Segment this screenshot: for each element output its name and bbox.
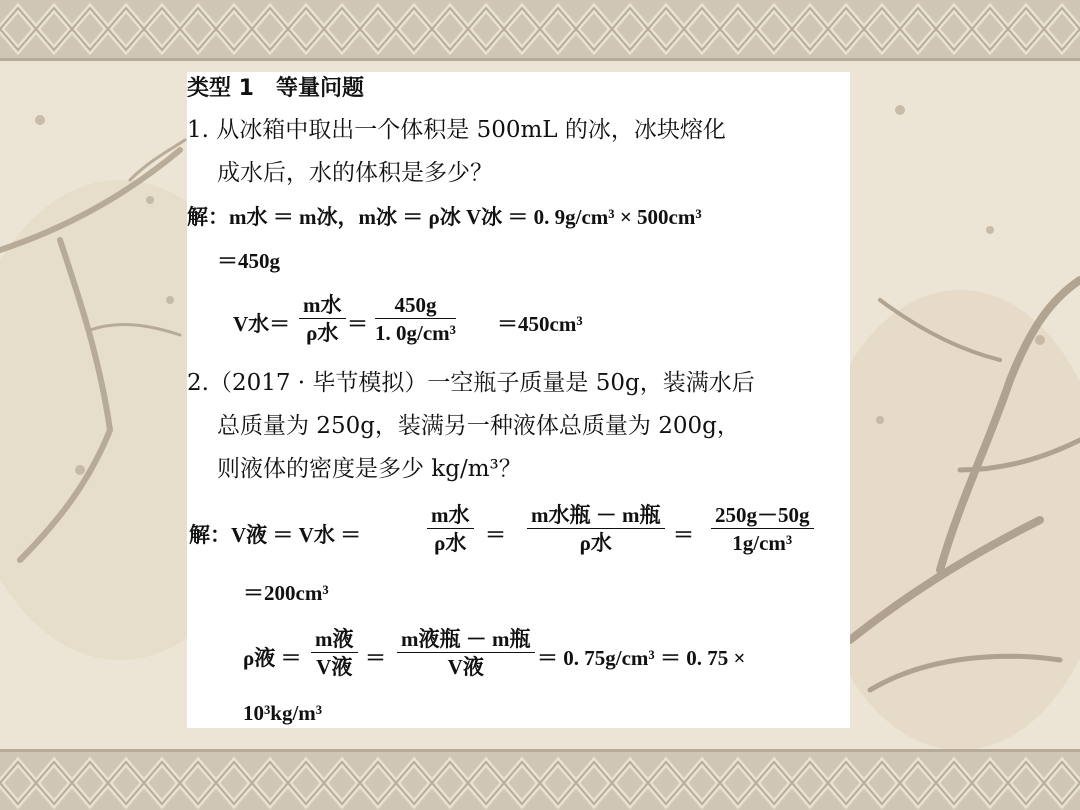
q2-fraction4-denominator: V液 — [316, 655, 353, 679]
section-title: 类型 1 等量问题 — [187, 76, 364, 101]
q1-fraction2-denominator: 1. 0g/cm³ — [375, 321, 456, 345]
q2-fraction1-denominator: ρ水 — [434, 531, 467, 555]
q1-fraction2-numerator: 450g — [375, 292, 456, 319]
q2-fraction5-numerator: m液瓶 － m瓶 — [397, 626, 535, 653]
q2-fraction2-numerator: m水瓶 － m瓶 — [527, 502, 665, 529]
q2-equals-3: ＝ — [365, 646, 386, 670]
q1-volume-result: ＝450cm³ — [497, 312, 583, 336]
q2-fraction1 — [427, 502, 474, 557]
q2-density-lhs: ρ液 ＝ — [243, 646, 302, 670]
q2-fraction2 — [527, 502, 665, 557]
q2-text-line1: 2.（2017 · 毕节模拟）一空瓶子质量是 50g，装满水后 — [187, 370, 755, 396]
q2-fraction5 — [397, 626, 535, 681]
q2-text-line2: 总质量为 250g，装满另一种液体总质量为 200g， — [217, 413, 740, 439]
q2-fraction3 — [711, 502, 814, 557]
q2-final-answer: 10³kg/m³ — [243, 701, 323, 725]
q1-text-line2: 成水后，水的体积是多少？ — [217, 160, 493, 186]
q1-volume-lhs: V水＝ — [233, 312, 291, 336]
q1-equals-sign: ＝ — [347, 312, 368, 336]
q1-fraction1-numerator: m水 — [299, 292, 346, 319]
q1-text-line1: 1. 从冰箱中取出一个体积是 500mL 的冰，冰块熔化 — [187, 117, 726, 143]
q2-fraction2-denominator: ρ水 — [579, 531, 612, 555]
q2-equals-1: ＝ — [485, 523, 506, 547]
q2-solution-lhs: 解：V液 ＝ V水 ＝ — [189, 523, 362, 547]
q1-solution-line2: ＝450g — [217, 249, 280, 273]
q2-fraction4 — [311, 626, 358, 681]
q2-fraction1-numerator: m水 — [427, 502, 474, 529]
q1-fraction1-denominator: ρ水 — [306, 321, 339, 345]
q2-fraction3-numerator: 250g－50g — [711, 502, 814, 529]
q2-text-line3: 则液体的密度是多少 kg/m³？ — [217, 456, 522, 482]
q2-density-result: ＝ 0. 75g/cm³ ＝ 0. 75 × — [537, 646, 746, 670]
problem-panel — [187, 72, 850, 728]
q2-equals-2: ＝ — [673, 523, 694, 547]
q1-fraction-mass-density — [299, 292, 346, 347]
q2-fraction5-denominator: V液 — [447, 655, 484, 679]
q2-solution-line2: ＝200cm³ — [243, 581, 329, 605]
q2-fraction3-denominator: 1g/cm³ — [732, 531, 793, 555]
q1-solution-line1: 解：m水 ＝ m冰，m冰 ＝ ρ冰 V冰 ＝ 0. 9g/cm³ × 500cm³ — [187, 205, 702, 229]
q1-fraction-values — [375, 292, 456, 347]
q2-fraction4-numerator: m液 — [311, 626, 358, 653]
